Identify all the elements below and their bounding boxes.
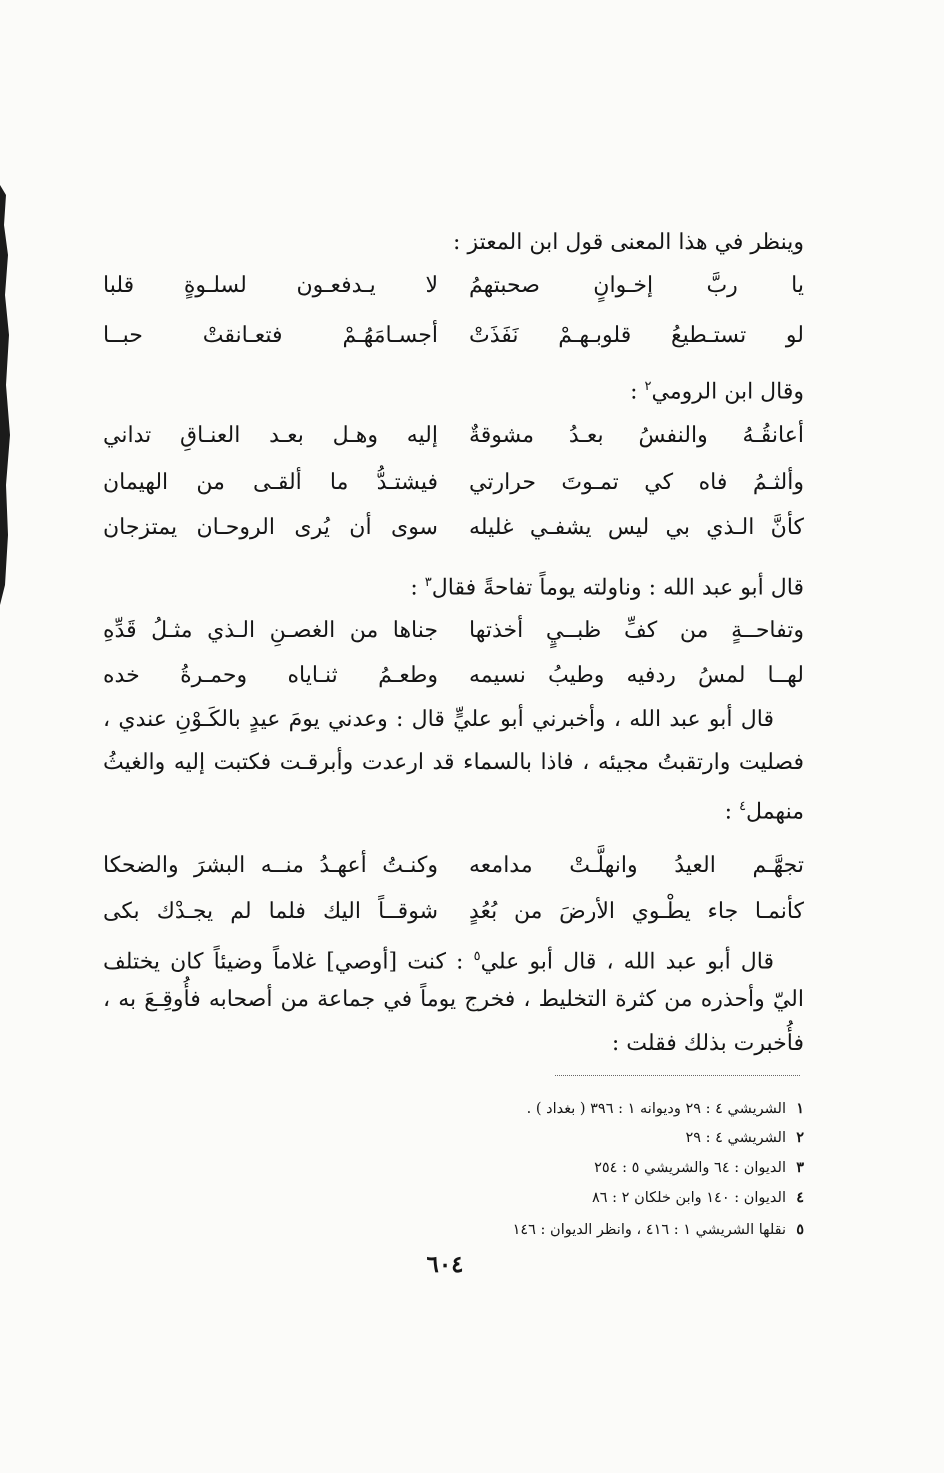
footnote-number: ٢ [796, 1129, 804, 1146]
verse-second-hemistich: وكنـتُ أعهـدُ منــه البشرَ والضحكا [103, 853, 438, 878]
intro-colon: : [630, 379, 645, 405]
verse-line [103, 420, 804, 452]
intro-ibn-mutazz: وينظر في هذا المعنى قول ابن المعتز : [453, 230, 804, 255]
footnote-text: الديوان : ١٤٠ وابن خلكان ٢ : ٨٦ [591, 1190, 786, 1206]
intro-colon: : [410, 575, 425, 601]
verse-second-hemistich: شوقــاً اليك فلما لم يجـدْك بكى [103, 899, 438, 924]
prose-line: اليّ وأحذره من كثرة التخليط ، فخرج يوماً في جماعة من أصحابه فأُوقِـعَ به ، [103, 987, 804, 1012]
verse-first-hemistich: كأنَّ الـذي بي ليس يشفـي غليله [469, 515, 804, 540]
prose-line: فصليت وارتقبتُ مجيئه ، فاذا بالسماء قد ارعدت وأبرقـت فكتبت إليه والغيثُ [103, 750, 804, 775]
verse-line [103, 896, 804, 928]
verse-second-hemistich: جناها من الغصـنِ الـذي مثـلُ قَدِّهِ [103, 618, 438, 643]
footnote-text: الديوان : ٦٤ والشريشي ٥ : ٢٥٤ [594, 1160, 786, 1176]
verse-line [103, 270, 804, 302]
footnote-ref: ٣ [424, 575, 432, 590]
footnote [594, 1158, 804, 1178]
prose-line-end [725, 792, 804, 827]
verse-first-hemistich: أعانقُـهُ والنفسُ بعـدُ مشوقةٌ [469, 423, 804, 448]
footnote [513, 1220, 804, 1240]
torn-page-edge [0, 185, 14, 605]
verse-second-hemistich: أجسـامَهُـمْ فتعـانقتْ حبــا [103, 323, 438, 348]
footnote-text: نقلها الشريشي ١ : ٤١٦ ، وانظر الديوان : ١٤٦ [512, 1222, 786, 1238]
verse-first-hemistich: تجهَّـم العيدُ وانهلَّـتْ مدامعه [469, 853, 804, 878]
verse-first-hemistich: لو تستـطيعُ قلوبـهـمْ نَفَذَتْ [469, 323, 804, 348]
prose-text: قال أبو عبد الله ، قال أبو علي [480, 949, 774, 975]
intro-text: وقال ابن الرومي [651, 379, 804, 405]
verse-second-hemistich: سوى أن يُرى الروحـان يمتزجان [103, 515, 438, 540]
prose-text: : كنت [أوصي] غلاماً وضيئاً كان يختلف [103, 949, 474, 975]
prose-colon: : [724, 799, 740, 825]
footnote [592, 1188, 804, 1208]
footnote [527, 1099, 804, 1119]
intro-apple [410, 568, 804, 603]
verse-line [103, 320, 804, 352]
verse-line [103, 850, 804, 882]
prose-line-end: فأُخبرت بذلك فقلت : [611, 1031, 804, 1056]
footnote-ref: ٥ [473, 949, 481, 964]
verse-first-hemistich: وتفاحــةٍ من كفِّ ظبــيٍ أخذتها [469, 618, 804, 643]
verse-line [103, 467, 804, 499]
verse-first-hemistich: لهــا لمسُ ردفيه وطيبُ نسيمه [469, 663, 804, 688]
footnote-number: ٤ [796, 1189, 804, 1206]
verse-second-hemistich: فيشتـدُّ ما ألقـى من الهيمان [103, 470, 438, 495]
footnote-number: ١ [796, 1100, 804, 1117]
verse-line [103, 615, 804, 647]
prose-line: قال أبو عبد الله ، وأخبرني أبو عليٍّ قال : وعدني يومَ عيدٍ بالكَـوْنِ عندي ، [103, 707, 774, 732]
intro-ibn-rumi [630, 372, 804, 407]
intro-text: قال أبو عبد الله : وناولته يوماً تفاحةً فقال [431, 575, 804, 601]
footnote-ref: ٤ [739, 799, 747, 814]
verse-line [103, 660, 804, 692]
verse-line [103, 512, 804, 544]
verse-first-hemistich: وألثـمُ فاه كي تمـوتَ حرارتي [469, 470, 804, 495]
verse-second-hemistich: إليه وهـل بعـد العنـاقِ تداني [103, 423, 438, 448]
page-number: ٦٠٤ [426, 1251, 464, 1278]
prose-line [103, 942, 804, 977]
footnote-separator [555, 1075, 800, 1076]
footnote-number: ٥ [796, 1221, 804, 1238]
footnote-number: ٣ [796, 1159, 804, 1176]
footnote [685, 1128, 804, 1148]
verse-second-hemistich: وطعـمُ ثنـاياه وحمـرةُ خده [103, 663, 438, 688]
footnote-text: الشريشي ٤ : ٢٩ وديوانه ١ : ٣٩٦ ( بغداد ) . [526, 1101, 786, 1117]
footnote-ref: ٢ [644, 379, 652, 394]
verse-first-hemistich: يا ربَّ إخـوانٍ صحبتهمُ [469, 273, 804, 298]
verse-first-hemistich: كأنمـا جاء يطْـوي الأرضَ من بُعُدٍ [469, 899, 804, 924]
footnote-text: الشريشي ٤ : ٢٩ [685, 1130, 786, 1146]
verse-second-hemistich: لا يـدفعـون لسلـوةٍ قلبا [103, 273, 438, 298]
prose-text: منهمل [746, 799, 804, 825]
